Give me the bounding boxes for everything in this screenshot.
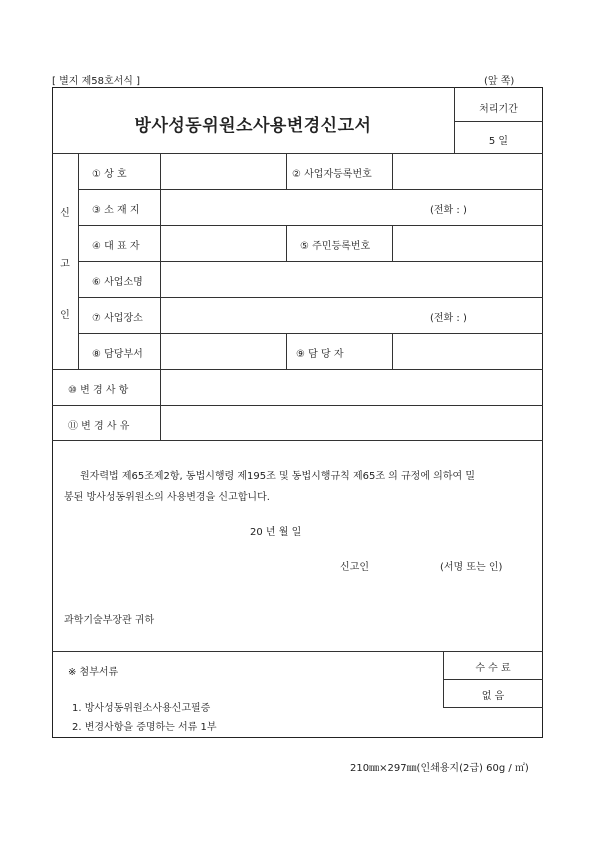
rule xyxy=(392,333,393,369)
rule xyxy=(78,261,543,262)
paper-spec: 210㎜×297㎜(인쇄용지(2급) 60g / ㎡) xyxy=(350,763,529,774)
processing-value: 5 일 xyxy=(488,136,509,147)
department-field[interactable] xyxy=(162,335,284,367)
rule xyxy=(78,225,543,226)
processing-label: 처리기간 xyxy=(479,104,518,115)
rule xyxy=(78,333,543,334)
rule xyxy=(78,153,79,369)
rule xyxy=(52,440,543,441)
label-person-in-charge: ⑨ 담 당 자 xyxy=(296,349,344,360)
rule xyxy=(78,189,543,190)
applicant-label-3: 인 xyxy=(60,310,70,321)
reporter-label: 신고인 xyxy=(340,562,369,573)
rule xyxy=(286,333,287,369)
rule xyxy=(443,707,543,708)
reporter-field[interactable] xyxy=(380,552,436,574)
statement-line-1: 원자력법 제65조제2항, 동법시행령 제195조 및 동법시행규칙 제65조 의 규정에 의하여 밀 xyxy=(80,471,475,482)
label-change-reason: ⑪ 변 경 사 유 xyxy=(68,421,130,432)
rule xyxy=(52,153,543,154)
label-trade-name: ① 상 호 xyxy=(92,169,127,180)
business-location-field[interactable] xyxy=(162,299,422,331)
change-items-field[interactable] xyxy=(162,371,541,403)
business-name-field[interactable] xyxy=(162,263,541,295)
attachment-item: 2. 변경사항을 증명하는 서류 1부 xyxy=(72,722,217,733)
rule xyxy=(160,153,161,440)
label-address: ③ 소 재 지 xyxy=(92,205,140,216)
label-business-location: ⑦ 사업장소 xyxy=(92,313,143,324)
change-reason-field[interactable] xyxy=(162,407,541,439)
applicant-label-2: 고 xyxy=(60,259,70,270)
person-in-charge-field[interactable] xyxy=(394,335,541,367)
representative-field[interactable] xyxy=(162,227,284,259)
label-business-name: ⑥ 사업소명 xyxy=(92,277,143,288)
trade-name-field[interactable] xyxy=(162,155,284,187)
label-representative: ④ 대 표 자 xyxy=(92,241,140,252)
fee-value: 없 음 xyxy=(481,691,505,702)
rule xyxy=(286,225,287,261)
label-resident-no: ⑤ 주민등록번호 xyxy=(300,241,371,252)
attachments-heading: ※ 첨부서류 xyxy=(68,667,119,678)
rule xyxy=(286,153,287,189)
signature-label: (서명 또는 인) xyxy=(440,562,503,573)
form-code: [ 별지 제58호서식 ] xyxy=(52,76,141,87)
address-field[interactable] xyxy=(162,191,422,223)
statement-line-2: 봉된 방사성동위원소의 사용변경을 신고합니다. xyxy=(64,492,270,503)
rule xyxy=(52,405,543,406)
page-side-label: (앞 쪽) xyxy=(484,76,515,87)
recipient: 과학기술부장관 귀하 xyxy=(64,615,155,626)
rule xyxy=(443,679,543,680)
rule xyxy=(52,369,543,370)
phone-1: (전화 : ) xyxy=(430,205,467,216)
resident-no-field[interactable] xyxy=(394,227,541,259)
rule xyxy=(392,225,393,261)
label-biz-reg-no: ② 사업자등록번호 xyxy=(292,169,372,180)
form-title: 방사성동위원소사용변경신고서 xyxy=(134,116,372,136)
rule xyxy=(78,297,543,298)
rule xyxy=(392,153,393,189)
attachment-item: 1. 방사성동위원소사용신고필증 xyxy=(72,703,211,714)
label-change-items: ⑩ 변 경 사 항 xyxy=(68,385,129,396)
applicant-label-1: 신 xyxy=(60,208,70,219)
rule xyxy=(52,651,543,652)
rule xyxy=(454,121,543,122)
biz-reg-no-field[interactable] xyxy=(394,155,541,187)
phone-2: (전화 : ) xyxy=(430,313,467,324)
fee-label: 수 수 료 xyxy=(475,663,511,674)
label-department: ⑧ 담당부서 xyxy=(92,349,143,360)
date-line: 20 년 월 일 xyxy=(250,527,302,538)
